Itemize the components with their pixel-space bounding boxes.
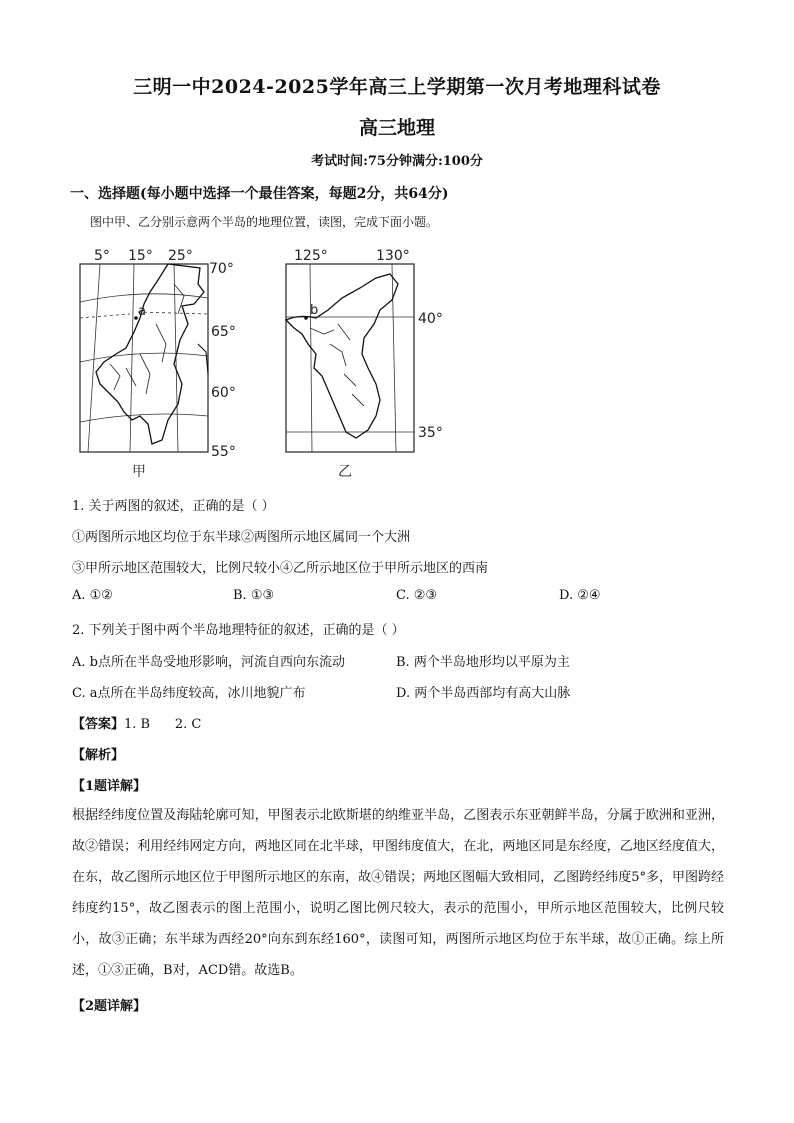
question-1-option-d: D. ②④ [559,588,601,603]
map-a-point-label: a [138,304,146,319]
map-b-lon-label: 125° [294,248,328,264]
exam-info: 考试时间:75分钟满分:100分 [311,154,483,169]
question-2-option-a: A. b点所在半岛受地形影响，河流自西向东流动 [72,655,345,670]
question-2-stem: 2. 下列关于图中两个半岛地理特征的叙述，正确的是（ ） [72,623,405,638]
map-a-caption: 甲 [132,464,146,480]
question-1-statements: ③甲所示地区范围较大，比例尺较小④乙所示地区位于甲所示地区的西南 [72,561,489,576]
q1-detail-text: 根据经纬度位置及海陆轮廓可知，甲图表示北欧斯堪的纳维亚半岛，乙图表示东亚朝鲜半岛，分属于欧洲和亚洲，故②错误；利用经纬网定方向，两地区同在北半球，甲图纬度值大，在北，两地区同是东经度，乙地区经度值大，在东，故乙图所示地区位于甲图所示地区的东南，故④错误；两地区图幅大致相同，乙图跨经纬度5°多，甲图跨经纬度约15°，故乙图表示的图上范围小，说明乙图比例尺较大，表示的范围小，甲所示地区范围较大，比例尺较小，故③正确；东半球为西经20°向东到东经160°，读图可知，两图所示地区均位于东半球，故①正确。综上所述，①③正确，B对，ACD错。故选B。 [72,808,724,978]
question-1-option-b: B. ①③ [233,588,275,603]
analysis-label: 【解析】 [72,748,125,763]
map-a-graticule [80,264,208,452]
map-a-lat-label: 65° [211,324,236,340]
map-b-point-label: b [310,303,319,318]
map-b-lon-label: 130° [376,248,410,264]
map-a-lat-label: 55° [211,444,236,460]
question-1-statements: ①两图所示地区均位于东半球②两图所示地区属同一个大洲 [72,530,411,545]
answer-line [72,713,201,732]
question-2-option-d: D. 两个半岛西部均有高大山脉 [396,686,571,701]
map-b-caption: 乙 [338,464,352,480]
answer-value: 1. B 2. C [124,717,202,732]
map-a-lon-label: 5° [94,248,110,264]
map-scandinavia [70,244,250,484]
map-a-lon-label: 25° [168,248,193,264]
question-1-option-a: A. ①② [72,588,113,603]
map-a-lat-label: 60° [211,385,236,401]
map-b-coastline [286,274,398,438]
page-subtitle: 高三地理 [358,117,435,139]
q1-detail-label: 【1题详解】 [72,779,147,794]
map-korea [280,244,450,484]
page-title: 三明一中2024-2025学年高三上学期第一次月考地理科试卷 [133,76,661,98]
question-2-option-c: C. a点所在半岛纬度较高，冰川地貌广布 [72,686,306,701]
map-a-lon-label: 15° [128,248,153,264]
map-b-lat-label: 35° [418,425,443,441]
q2-detail-label: 【2题详解】 [72,999,147,1014]
map-a-lat-label: 70° [209,261,234,277]
section-intro: 图中甲、乙分别示意两个半岛的地理位置，读图，完成下面小题。 [90,215,439,229]
answer-label: 【答案】 [72,717,125,732]
question-1-stem: 1. 关于两图的叙述，正确的是（ ） [72,499,275,514]
question-1-option-c: C. ②③ [396,588,438,603]
section-heading: 一、选择题(每小题中选择一个最佳答案，每题2分，共64分) [70,186,449,202]
map-b-lat-label: 40° [418,311,443,327]
question-2-option-b: B. 两个半岛地形均以平原为主 [396,655,570,670]
